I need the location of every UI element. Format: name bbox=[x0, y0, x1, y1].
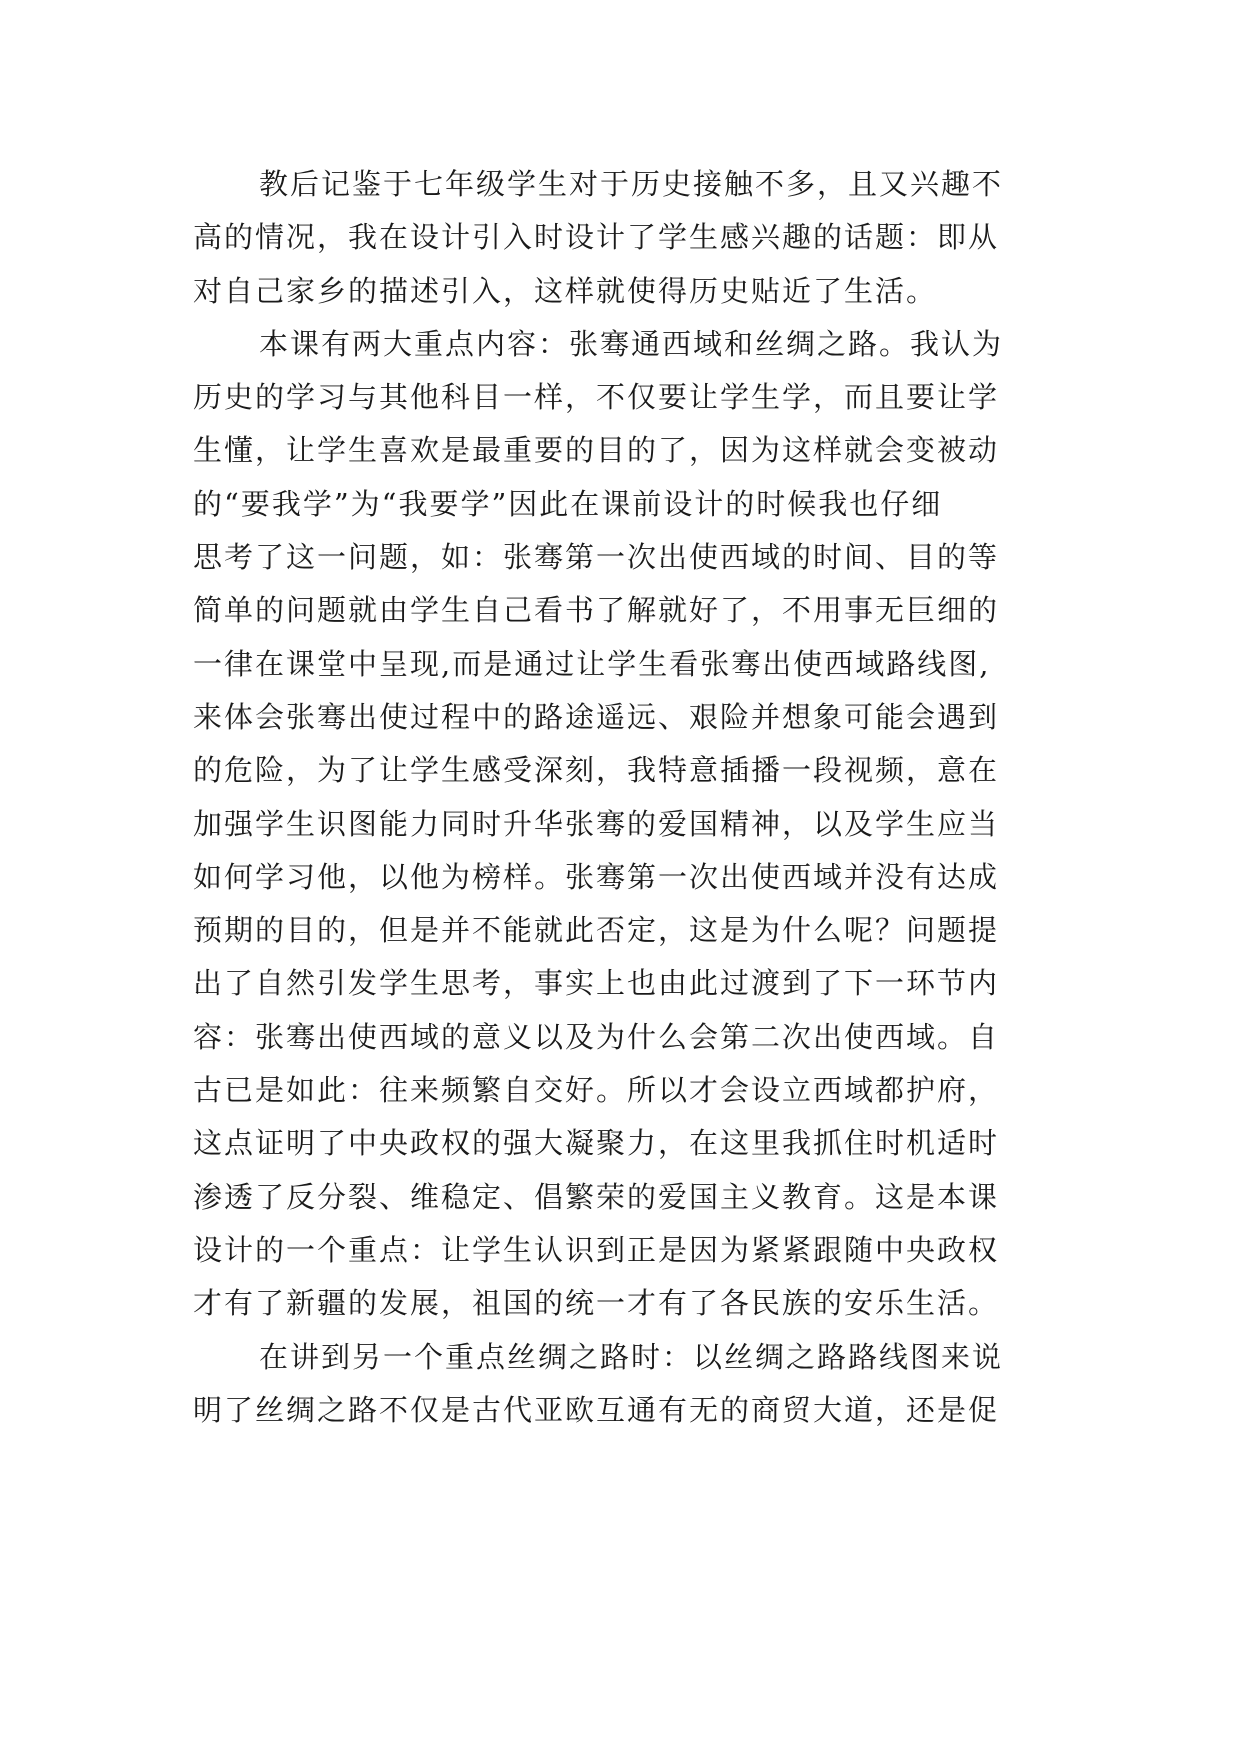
text-line: 的“要我学”为“我要学”因此在课前设计的时候我也仔细 bbox=[193, 486, 943, 521]
text-line: 设计的一个重点：让学生认识到正是因为紧紧跟随中央政权 bbox=[193, 1232, 1000, 1267]
text-line: 预期的目的，但是并不能就此否定，这是为什么呢？问题提 bbox=[193, 913, 1000, 948]
text-line: 渗透了反分裂、维稳定、倡繁荣的爱国主义教育。这是本课 bbox=[193, 1179, 1000, 1214]
text-line: 思考了这一问题，如：张骞第一次出使西域的时间、目的等 bbox=[193, 540, 1000, 575]
text-line: 本课有两大重点内容：张骞通西域和丝绸之路。我认为 bbox=[259, 326, 1004, 361]
text-line: 出了自然引发学生思考，事实上也由此过渡到了下一环节内 bbox=[193, 966, 1000, 1001]
document-body bbox=[193, 158, 1053, 1437]
text-line: 的危险，为了让学生感受深刻，我特意插播一段视频，意在 bbox=[193, 753, 1000, 788]
paragraph bbox=[193, 1331, 1053, 1438]
text-line: 一律在课堂中呈现,而是通过让学生看张骞出使西域路线图, bbox=[193, 646, 991, 681]
text-line: 生懂，让学生喜欢是最重要的目的了，因为这样就会变被动 bbox=[193, 433, 1000, 468]
text-line: 简单的问题就由学生自己看书了解就好了，不用事无巨细的 bbox=[193, 593, 1000, 628]
text-line: 高的情况，我在设计引入时设计了学生感兴趣的话题：即从 bbox=[193, 220, 1000, 255]
text-line: 来体会张骞出使过程中的路途遥远、艰险并想象可能会遇到 bbox=[193, 699, 1000, 734]
text-line: 如何学习他，以他为榜样。张骞第一次出使西域并没有达成 bbox=[193, 859, 1000, 894]
text-line: 这点证明了中央政权的强大凝聚力，在这里我抓住时机适时 bbox=[193, 1126, 1000, 1161]
text-line: 在讲到另一个重点丝绸之路时：以丝绸之路路线图来说 bbox=[259, 1339, 1004, 1374]
text-line: 古已是如此：往来频繁自交好。所以才会设立西域都护府， bbox=[193, 1073, 1000, 1108]
text-line: 对自己家乡的描述引入，这样就使得历史贴近了生活。 bbox=[193, 273, 938, 308]
text-line: 容：张骞出使西域的意义以及为什么会第二次出使西域。自 bbox=[193, 1019, 1000, 1054]
paragraph bbox=[193, 158, 1053, 318]
text-line: 教后记鉴于七年级学生对于历史接触不多，且又兴趣不 bbox=[259, 167, 1004, 201]
text-line: 历史的学习与其他科目一样，不仅要让学生学，而且要让学 bbox=[193, 380, 1000, 415]
text-line: 明了丝绸之路不仅是古代亚欧互通有无的商贸大道，还是促 bbox=[193, 1392, 1000, 1427]
text-line: 才有了新疆的发展，祖国的统一才有了各民族的安乐生活。 bbox=[193, 1286, 1000, 1321]
paragraph bbox=[193, 318, 1053, 1331]
text-line: 加强学生识图能力同时升华张骞的爱国精神，以及学生应当 bbox=[193, 806, 1000, 841]
